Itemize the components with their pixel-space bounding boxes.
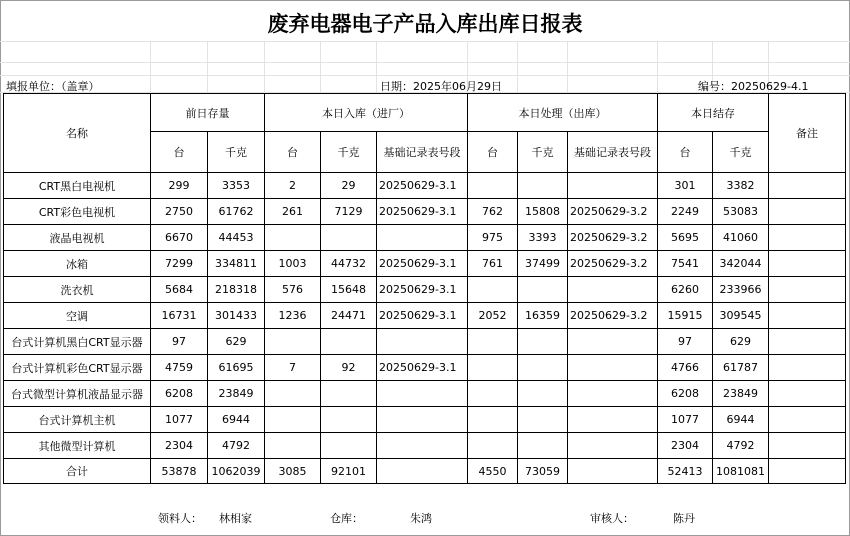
cell-in-kg: 29	[321, 173, 377, 199]
cell-in-kg: 7129	[321, 199, 377, 225]
cell-in-tai: 261	[265, 199, 321, 225]
header-row-groups	[4, 94, 846, 132]
cell-balance-tai: 2249	[658, 199, 713, 225]
cell-prev-tai: 6208	[151, 381, 208, 407]
cell-out-kg	[518, 173, 568, 199]
cell-balance-kg: 61787	[713, 355, 769, 381]
cell-prev-tai: 7299	[151, 251, 208, 277]
cell-in-tai: 7	[265, 355, 321, 381]
cell-in-kg	[321, 433, 377, 459]
cell-balance-tai: 15915	[658, 303, 713, 329]
cell-out-record	[568, 329, 658, 355]
cell-out-kg	[518, 355, 568, 381]
cell-name: CRT黑白电视机	[4, 173, 151, 199]
cell-prev-kg: 6944	[208, 407, 265, 433]
cell-balance-tai: 52413	[658, 459, 713, 484]
receiver-name: 林相家	[219, 512, 252, 525]
cell-out-record: 20250629-3.2	[568, 303, 658, 329]
cell-out-tai: 2052	[468, 303, 518, 329]
cell-balance-tai: 5695	[658, 225, 713, 251]
cell-prev-tai: 53878	[151, 459, 208, 484]
table-row	[4, 173, 846, 199]
cell-in-kg: 24471	[321, 303, 377, 329]
grid-line	[0, 41, 850, 42]
grid-line	[0, 75, 850, 76]
cell-in-record: 20250629-3.1	[377, 277, 468, 303]
cell-out-record	[568, 277, 658, 303]
cell-balance-kg: 1081081	[713, 459, 769, 484]
cell-remark	[769, 433, 846, 459]
cell-out-record	[568, 459, 658, 484]
header-in-today: 本日入库（进厂）	[265, 94, 468, 132]
cell-balance-tai: 1077	[658, 407, 713, 433]
cell-in-tai: 3085	[265, 459, 321, 484]
cell-out-kg	[518, 407, 568, 433]
cell-prev-kg: 4792	[208, 433, 265, 459]
cell-balance-tai: 6208	[658, 381, 713, 407]
cell-prev-kg: 301433	[208, 303, 265, 329]
cell-prev-kg: 3353	[208, 173, 265, 199]
cell-prev-kg: 23849	[208, 381, 265, 407]
report-code: 编号：20250629-4.1	[698, 80, 809, 93]
header-balance: 本日结存	[658, 94, 769, 132]
cell-out-kg: 15808	[518, 199, 568, 225]
grid-line	[264, 41, 265, 93]
grid-line	[567, 41, 568, 93]
cell-name: 液晶电视机	[4, 225, 151, 251]
cell-in-kg: 15648	[321, 277, 377, 303]
cell-in-record	[377, 225, 468, 251]
cell-prev-tai: 2750	[151, 199, 208, 225]
cell-in-tai	[265, 433, 321, 459]
header-record-no: 基础记录表号段	[377, 132, 468, 173]
cell-out-tai: 761	[468, 251, 518, 277]
cell-in-kg	[321, 381, 377, 407]
total-row	[4, 459, 846, 484]
cell-balance-kg: 233966	[713, 277, 769, 303]
receiver-label: 领料人：	[158, 512, 202, 525]
cell-out-tai	[468, 381, 518, 407]
cell-out-tai	[468, 329, 518, 355]
cell-prev-tai: 299	[151, 173, 208, 199]
cell-prev-kg: 61695	[208, 355, 265, 381]
cell-in-tai	[265, 329, 321, 355]
cell-in-record	[377, 407, 468, 433]
table-row	[4, 355, 846, 381]
cell-out-kg	[518, 433, 568, 459]
cell-out-kg: 37499	[518, 251, 568, 277]
cell-out-tai: 4550	[468, 459, 518, 484]
cell-out-record: 20250629-3.2	[568, 199, 658, 225]
cell-in-record: 20250629-3.1	[377, 355, 468, 381]
reviewer-name: 陈丹	[673, 512, 695, 525]
cell-out-record	[568, 381, 658, 407]
header-remark: 备注	[769, 94, 846, 173]
cell-balance-kg: 3382	[713, 173, 769, 199]
cell-in-kg: 44732	[321, 251, 377, 277]
grid-line	[0, 62, 850, 63]
cell-remark	[769, 277, 846, 303]
cell-balance-kg: 309545	[713, 303, 769, 329]
cell-balance-kg: 23849	[713, 381, 769, 407]
cell-in-record	[377, 459, 468, 484]
cell-out-tai	[468, 277, 518, 303]
table-row	[4, 433, 846, 459]
cell-prev-tai: 6670	[151, 225, 208, 251]
header-unit-tai: 台	[151, 132, 208, 173]
cell-in-tai: 576	[265, 277, 321, 303]
cell-in-tai	[265, 407, 321, 433]
cell-prev-tai: 2304	[151, 433, 208, 459]
cell-out-tai	[468, 433, 518, 459]
cell-name: 其他微型计算机	[4, 433, 151, 459]
cell-name: 台式计算机黑白CRT显示器	[4, 329, 151, 355]
grid-line	[517, 41, 518, 93]
cell-in-kg	[321, 407, 377, 433]
reviewer-label: 审核人：	[590, 512, 634, 525]
grid-line	[207, 41, 208, 93]
cell-out-record: 20250629-3.2	[568, 251, 658, 277]
cell-name: CRT彩色电视机	[4, 199, 151, 225]
cell-in-kg	[321, 225, 377, 251]
cell-name: 洗衣机	[4, 277, 151, 303]
cell-name: 空调	[4, 303, 151, 329]
cell-in-record: 20250629-3.1	[377, 199, 468, 225]
header-unit-kg: 千克	[321, 132, 377, 173]
cell-prev-kg: 218318	[208, 277, 265, 303]
cell-balance-kg: 41060	[713, 225, 769, 251]
warehouse-label: 仓库：	[330, 512, 363, 525]
cell-in-tai: 1003	[265, 251, 321, 277]
cell-remark	[769, 199, 846, 225]
header-name: 名称	[4, 94, 151, 173]
cell-remark	[769, 173, 846, 199]
header-unit-kg: 千克	[518, 132, 568, 173]
header-out-today: 本日处理（出库）	[468, 94, 658, 132]
cell-balance-tai: 7541	[658, 251, 713, 277]
cell-name: 台式微型计算机液晶显示器	[4, 381, 151, 407]
cell-prev-kg: 629	[208, 329, 265, 355]
cell-remark	[769, 329, 846, 355]
report-date: 日期：2025年06月29日	[380, 80, 502, 93]
cell-in-tai	[265, 381, 321, 407]
cell-prev-tai: 1077	[151, 407, 208, 433]
cell-prev-tai: 4759	[151, 355, 208, 381]
cell-remark	[769, 459, 846, 484]
cell-balance-tai: 301	[658, 173, 713, 199]
cell-balance-kg: 6944	[713, 407, 769, 433]
reporting-unit-label: 填报单位：（盖章）	[6, 80, 100, 93]
table-row	[4, 225, 846, 251]
cell-remark	[769, 303, 846, 329]
header-unit-kg: 千克	[208, 132, 265, 173]
cell-in-record: 20250629-3.1	[377, 303, 468, 329]
grid-line	[376, 41, 377, 93]
cell-prev-tai: 5684	[151, 277, 208, 303]
cell-in-tai: 1236	[265, 303, 321, 329]
cell-prev-tai: 97	[151, 329, 208, 355]
cell-prev-kg: 44453	[208, 225, 265, 251]
table-row	[4, 381, 846, 407]
cell-out-tai	[468, 407, 518, 433]
cell-out-kg: 3393	[518, 225, 568, 251]
cell-in-record	[377, 381, 468, 407]
grid-line	[320, 41, 321, 93]
cell-prev-kg: 334811	[208, 251, 265, 277]
cell-remark	[769, 251, 846, 277]
cell-prev-tai: 16731	[151, 303, 208, 329]
cell-out-tai	[468, 355, 518, 381]
header-unit-tai: 台	[658, 132, 713, 173]
cell-balance-tai: 97	[658, 329, 713, 355]
cell-balance-tai: 6260	[658, 277, 713, 303]
cell-name: 台式计算机主机	[4, 407, 151, 433]
cell-name: 合计	[4, 459, 151, 484]
cell-in-record: 20250629-3.1	[377, 251, 468, 277]
table-row	[4, 277, 846, 303]
cell-in-tai: 2	[265, 173, 321, 199]
header-record-no: 基础记录表号段	[568, 132, 658, 173]
cell-in-record	[377, 433, 468, 459]
cell-out-kg	[518, 329, 568, 355]
cell-out-record	[568, 433, 658, 459]
cell-remark	[769, 407, 846, 433]
cell-prev-kg: 1062039	[208, 459, 265, 484]
cell-in-kg: 92101	[321, 459, 377, 484]
table-row	[4, 251, 846, 277]
table-row	[4, 199, 846, 225]
cell-in-record	[377, 329, 468, 355]
table-row	[4, 407, 846, 433]
cell-in-tai	[265, 225, 321, 251]
cell-prev-kg: 61762	[208, 199, 265, 225]
cell-out-tai: 762	[468, 199, 518, 225]
cell-out-record	[568, 407, 658, 433]
cell-balance-kg: 342044	[713, 251, 769, 277]
cell-out-kg	[518, 277, 568, 303]
cell-in-kg: 92	[321, 355, 377, 381]
cell-out-tai	[468, 173, 518, 199]
grid-line	[150, 41, 151, 93]
header-unit-tai: 台	[265, 132, 321, 173]
grid-line	[657, 41, 658, 93]
cell-balance-kg: 4792	[713, 433, 769, 459]
table-row	[4, 303, 846, 329]
report-table	[3, 93, 846, 484]
report-title: 废弃电器电子产品入库出库日报表	[267, 11, 583, 36]
cell-balance-kg: 53083	[713, 199, 769, 225]
cell-out-kg: 16359	[518, 303, 568, 329]
cell-out-record	[568, 173, 658, 199]
cell-in-record: 20250629-3.1	[377, 173, 468, 199]
cell-out-kg	[518, 381, 568, 407]
cell-remark	[769, 225, 846, 251]
table-row	[4, 329, 846, 355]
cell-remark	[769, 381, 846, 407]
header-unit-tai: 台	[468, 132, 518, 173]
warehouse-name: 朱鸿	[410, 512, 432, 525]
header-prev-stock: 前日存量	[151, 94, 265, 132]
cell-out-tai: 975	[468, 225, 518, 251]
cell-balance-tai: 4766	[658, 355, 713, 381]
cell-remark	[769, 355, 846, 381]
cell-out-record	[568, 355, 658, 381]
cell-balance-kg: 629	[713, 329, 769, 355]
cell-name: 冰箱	[4, 251, 151, 277]
cell-balance-tai: 2304	[658, 433, 713, 459]
header-unit-kg: 千克	[713, 132, 769, 173]
cell-out-kg: 73059	[518, 459, 568, 484]
cell-in-kg	[321, 329, 377, 355]
table-body	[4, 173, 846, 484]
cell-name: 台式计算机彩色CRT显示器	[4, 355, 151, 381]
cell-out-record: 20250629-3.2	[568, 225, 658, 251]
